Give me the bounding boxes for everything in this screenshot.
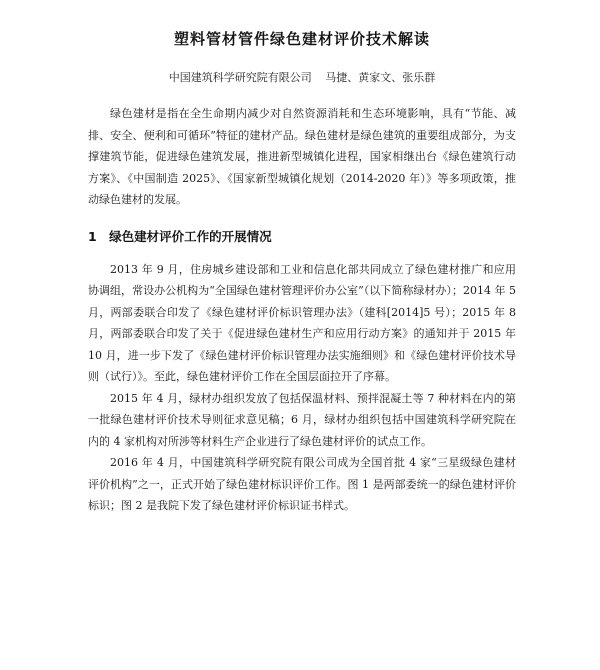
- section-number: 1: [88, 228, 97, 244]
- author-line: [88, 69, 516, 85]
- intro-paragraph: 绿色建材是指在全生命期内减少对自然资源消耗和生态环境影响，具有“节能、减排、安全、便利和可循环”特征的建材产品。绿色建材是绿色建筑的重要组成部分，为支撑建筑节能，促进绿色建筑发展，推进新型城镇化进程，国家相继出台《绿色建筑行动方案》、《中国制造 2025》、《国家新型城镇化规划（2014-2020 年）》等多项政策，推动绿色建材的发展。: [88, 107, 516, 206]
- body-paragraph: 2016 年 4 月，中国建筑科学研究院有限公司成为全国首批 4 家“三星级绿色建材评价机构”之一，正式开始了绿色建材标识评价工作。图 1 是两部委统一的绿色建材评价标识；图 2 是我院下发了绿色建材评价标识证书样式。: [88, 456, 516, 512]
- paper-title: 塑料管材管件绿色建材评价技术解读: [173, 30, 430, 48]
- author-names: 马捷、黄家文、张乐群: [325, 71, 436, 84]
- author-affiliation: 中国建筑科学研究院有限公司: [168, 71, 312, 84]
- section-heading: [88, 227, 516, 245]
- body-paragraph: 2015 年 4 月，绿材办组织发放了包括保温材料、预拌混凝土等 7 种材料在内的第一批绿色建材评价技术导则征求意见稿；6 月，绿材办组织包括中国建筑科学研究院在内的 4 家机构对所涉等材料生产企业进行了绿色建材评价的试点工作。: [88, 391, 516, 448]
- section-title: 绿色建材评价工作的开展情况: [109, 228, 272, 244]
- body-paragraph: 2013 年 9 月，住房城乡建设部和工业和信息化部共同成立了绿色建材推广和应用协调组，常设办公机构为“全国绿色建材管理评价办公室”（以下简称绿材办）；2014 年 5 月，两部委联合印发了《绿色建材评价标识管理办法》（建科[2014]5 号）；2015 年 8 月，两部委联合印发了关于《促进绿色建材生产和应用行动方案》的通知并于 2015 年 10 月，进一步下发了《绿色建材评价标识管理办法实施细则》和《绿色建材评价技术导则（试行）》。至此，绿色建材评价工作在全国层面拉开了序幕。: [88, 262, 516, 383]
